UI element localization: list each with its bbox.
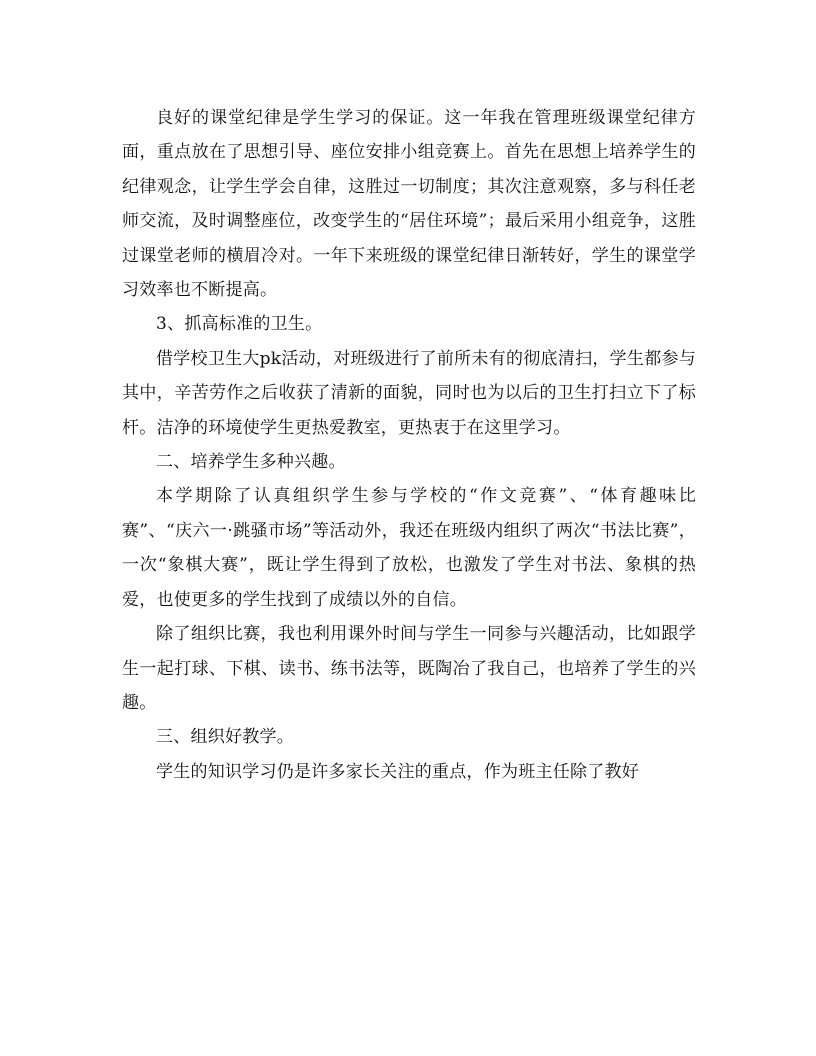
paragraph-classroom-discipline: 良好的课堂纪律是学生学习的保证。这一年我在管理班级课堂纪律方面，重点放在了思想引导、座位安排小组竞赛上。首先在思想上培养学生的纪律观念，让学生学会自律，这胜过一切制度；其次注意观察，多与科任老师交流，及时调整座位，改变学生的“居住环境”；最后采用小组竞争，这胜过课堂老师的横眉冷对。一年下来班级的课堂纪律日渐转好，学生的课堂学习效率也不断提高。 xyxy=(122,108,696,301)
paragraph-teaching: 学生的知识学习仍是许多家长关注的重点，作为班主任除了教好 xyxy=(156,761,639,782)
heading-teaching: 三、组织好教学。 xyxy=(156,727,294,748)
paragraph-competitions: 本学期除了认真组织学生参与学校的“作文竞赛”、“体育趣味比赛”、“庆六一·跳骚市场”等活动外，我还在班级内组织了两次“书法比赛”，一次“象棋大赛”，既让学生得到了放松，也激发了学生对书法、象棋的热爱，也使更多的学生找到了成绩以外的自信。 xyxy=(122,486,696,610)
paragraph-hygiene: 借学校卫生大pk活动，对班级进行了前所未有的彻底清扫，学生都参与其中，辛苦劳作之后收获了清新的面貌，同时也为以后的卫生打扫立下了标杆。洁净的环境使学生更热爱教室，更热衷于在这里学习。 xyxy=(122,348,696,438)
document-body xyxy=(122,101,696,789)
heading-interests: 二、培养学生多种兴趣。 xyxy=(156,452,346,473)
paragraph-activities: 除了组织比赛，我也利用课外时间与学生一同参与兴趣活动，比如跟学生一起打球、下棋、读书、练书法等，既陶冶了我自己，也培养了学生的兴趣。 xyxy=(122,624,696,713)
heading-hygiene: 3、抓高标准的卫生。 xyxy=(156,314,323,335)
